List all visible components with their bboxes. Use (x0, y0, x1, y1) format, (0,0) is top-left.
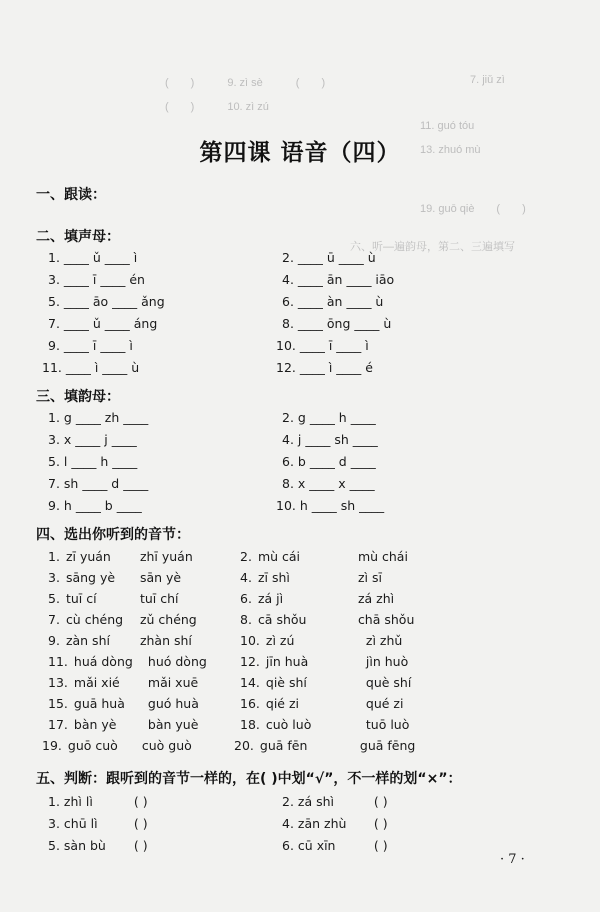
option-b[interactable]: què shí (365, 675, 412, 690)
item-number: 2. (240, 549, 252, 564)
option-b[interactable]: tuō luò (365, 717, 410, 732)
item-number: 12. (240, 654, 260, 669)
option-a[interactable]: tuī cí (65, 591, 97, 606)
exercise-item[interactable]: 5. ____ āo ____ ǎng (48, 294, 165, 309)
option-b[interactable]: jìn huò (365, 654, 409, 669)
choose-item[interactable] (240, 570, 382, 585)
option-a[interactable]: zá jì (257, 591, 284, 606)
option-a[interactable]: zī yuán (65, 549, 111, 564)
choose-item[interactable] (48, 633, 192, 648)
judge-item[interactable]: 1. zhì lì ( ) (48, 794, 148, 809)
item-number: 16. (240, 696, 260, 711)
option-a[interactable]: zī shì (257, 570, 290, 585)
option-b[interactable]: zǔ chéng (139, 612, 197, 627)
choose-item[interactable] (48, 654, 207, 669)
option-a[interactable]: qié zi (265, 696, 299, 711)
option-b[interactable]: chā shǒu (357, 612, 415, 627)
exercise-item[interactable]: 8. ____ ōng ____ ù (282, 316, 392, 331)
exercise-item[interactable]: 1. ____ ǔ ____ ì (48, 250, 138, 265)
exercise-item[interactable]: 10. ____ ī ____ ì (276, 338, 369, 353)
exercise-item[interactable]: 3. ____ ī ____ én (48, 272, 145, 287)
exercise-item[interactable]: 7. ____ ǔ ____ áng (48, 316, 158, 331)
item-number: 9. (48, 633, 60, 648)
exercise-item[interactable]: 9. ____ ī ____ ì (48, 338, 133, 353)
item-number: 17. (48, 717, 68, 732)
option-b[interactable]: mù chái (357, 549, 408, 564)
choose-item[interactable] (48, 717, 198, 732)
item-number: 3. (48, 570, 60, 585)
item-number: 6. (240, 591, 252, 606)
choose-item[interactable] (240, 675, 411, 690)
option-b[interactable]: zì zhǔ (365, 633, 403, 648)
option-b[interactable]: sān yè (139, 570, 182, 585)
exercise-item[interactable]: 1. g ____ zh ____ (48, 410, 149, 425)
choose-item[interactable] (48, 549, 193, 564)
option-b[interactable]: guā fēng (359, 738, 416, 753)
judge-item[interactable]: 5. sàn bù ( ) (48, 838, 148, 853)
judge-item[interactable]: 2. zá shì ( ) (282, 794, 388, 809)
section-heading: 五、判断：跟听到的音节一样的，在( )中划“√”，不一样的划“×”： (36, 771, 462, 787)
option-a[interactable]: mǎi xié (73, 675, 120, 690)
option-b[interactable]: guó huà (147, 696, 199, 711)
item-number: 18. (240, 717, 260, 732)
exercise-item[interactable]: 11. ____ ì ____ ù (42, 360, 140, 375)
option-a[interactable]: guā fēn (259, 738, 308, 753)
option-a[interactable]: qiè shí (265, 675, 307, 690)
choose-item[interactable] (240, 717, 409, 732)
option-b[interactable]: zá zhì (357, 591, 395, 606)
item-number: 20. (234, 738, 254, 753)
bleed-text: 六、听—遍韵母，第二、三遍填写 (350, 241, 515, 253)
section-heading: 二、填声母： (36, 229, 120, 245)
item-number: 8. (240, 612, 252, 627)
bleed-text: 19. guō qiè ( ) (420, 203, 526, 215)
choose-item[interactable] (240, 654, 408, 669)
choose-item[interactable] (48, 570, 181, 585)
exercise-item[interactable]: 2. ____ ū ____ ù (282, 250, 376, 265)
choose-item[interactable] (240, 591, 394, 606)
option-b[interactable]: mǎi xuē (147, 675, 199, 690)
exercise-item[interactable]: 6. b ____ d ____ (282, 454, 376, 469)
option-b[interactable]: bàn yuè (147, 717, 199, 732)
exercise-item[interactable]: 9. h ____ b ____ (48, 498, 142, 513)
option-a[interactable]: guō cuò (67, 738, 118, 753)
option-b[interactable]: huó dòng (147, 654, 207, 669)
option-a[interactable]: cù chéng (65, 612, 124, 627)
option-a[interactable]: bàn yè (73, 717, 117, 732)
item-number: 10. (240, 633, 260, 648)
choose-item[interactable] (240, 696, 403, 711)
bleed-text: 11. guó tóu (420, 120, 475, 132)
choose-item[interactable] (234, 738, 415, 753)
option-a[interactable]: guā huà (73, 696, 125, 711)
exercise-item[interactable]: 4. j ____ sh ____ (282, 432, 378, 447)
judge-item[interactable]: 6. cū xīn ( ) (282, 838, 388, 853)
item-number: 15. (48, 696, 68, 711)
item-number: 4. (240, 570, 252, 585)
exercise-item[interactable]: 7. sh ____ d ____ (48, 476, 149, 491)
choose-item[interactable] (48, 612, 197, 627)
item-number: 7. (48, 612, 60, 627)
choose-item[interactable] (48, 591, 178, 606)
bleed-text: 13. zhuó mù (420, 144, 481, 156)
choose-item[interactable] (240, 612, 414, 627)
exercise-item[interactable]: 5. l ____ h ____ (48, 454, 138, 469)
judge-item[interactable]: 4. zān zhù ( ) (282, 816, 388, 831)
option-b[interactable]: qué zi (365, 696, 404, 711)
item-number: 13. (48, 675, 68, 690)
option-a[interactable]: sāng yè (65, 570, 116, 585)
exercise-item[interactable]: 12. ____ ì ____ é (276, 360, 373, 375)
bleed-text: 7. jiǔ zì (470, 74, 505, 86)
item-number: 19. (42, 738, 62, 753)
option-b[interactable]: zhàn shí (139, 633, 192, 648)
choose-item[interactable] (240, 549, 408, 564)
judge-item[interactable]: 3. chū lì ( ) (48, 816, 148, 831)
item-number: 5. (48, 591, 60, 606)
option-a[interactable]: mù cái (257, 549, 301, 564)
item-number: 1. (48, 549, 60, 564)
choose-item[interactable] (48, 696, 199, 711)
option-b[interactable]: cuò guò (141, 738, 192, 753)
option-a[interactable]: cā shǒu (257, 612, 307, 627)
exercise-item[interactable]: 2. g ____ h ____ (282, 410, 376, 425)
option-a[interactable]: zàn shí (65, 633, 110, 648)
option-a[interactable]: jīn huà (265, 654, 309, 669)
exercise-item[interactable]: 6. ____ àn ____ ù (282, 294, 384, 309)
item-number: 11. (48, 654, 68, 669)
choose-item[interactable] (48, 675, 198, 690)
page-title: 第四课 语音（四） (199, 139, 401, 166)
option-b[interactable]: zì sī (357, 570, 382, 585)
item-number: 14. (240, 675, 260, 690)
bleed-text: ( ) 9. zì sè ( ) (165, 77, 326, 89)
exercise-item[interactable]: 10. h ____ sh ____ (276, 498, 385, 513)
exercise-item[interactable]: 4. ____ ān ____ iāo (282, 272, 395, 287)
choose-item[interactable] (240, 633, 402, 648)
option-a[interactable]: cuò luò (265, 717, 312, 732)
section-heading: 一、跟读： (36, 187, 106, 203)
bleed-text: ( ) 10. zì zú (165, 101, 269, 113)
section-heading: 三、填韵母： (36, 389, 120, 405)
option-a[interactable]: zì zú (265, 633, 295, 648)
exercise-item[interactable]: 8. x ____ x ____ (282, 476, 375, 491)
choose-item[interactable] (42, 738, 192, 753)
exercise-item[interactable]: 3. x ____ j ____ (48, 432, 137, 447)
option-a[interactable]: huá dòng (73, 654, 133, 669)
page-number: · 7 · (500, 852, 525, 867)
section-heading: 四、选出你听到的音节： (36, 527, 190, 543)
option-b[interactable]: tuī chí (139, 591, 179, 606)
option-b[interactable]: zhī yuán (139, 549, 193, 564)
